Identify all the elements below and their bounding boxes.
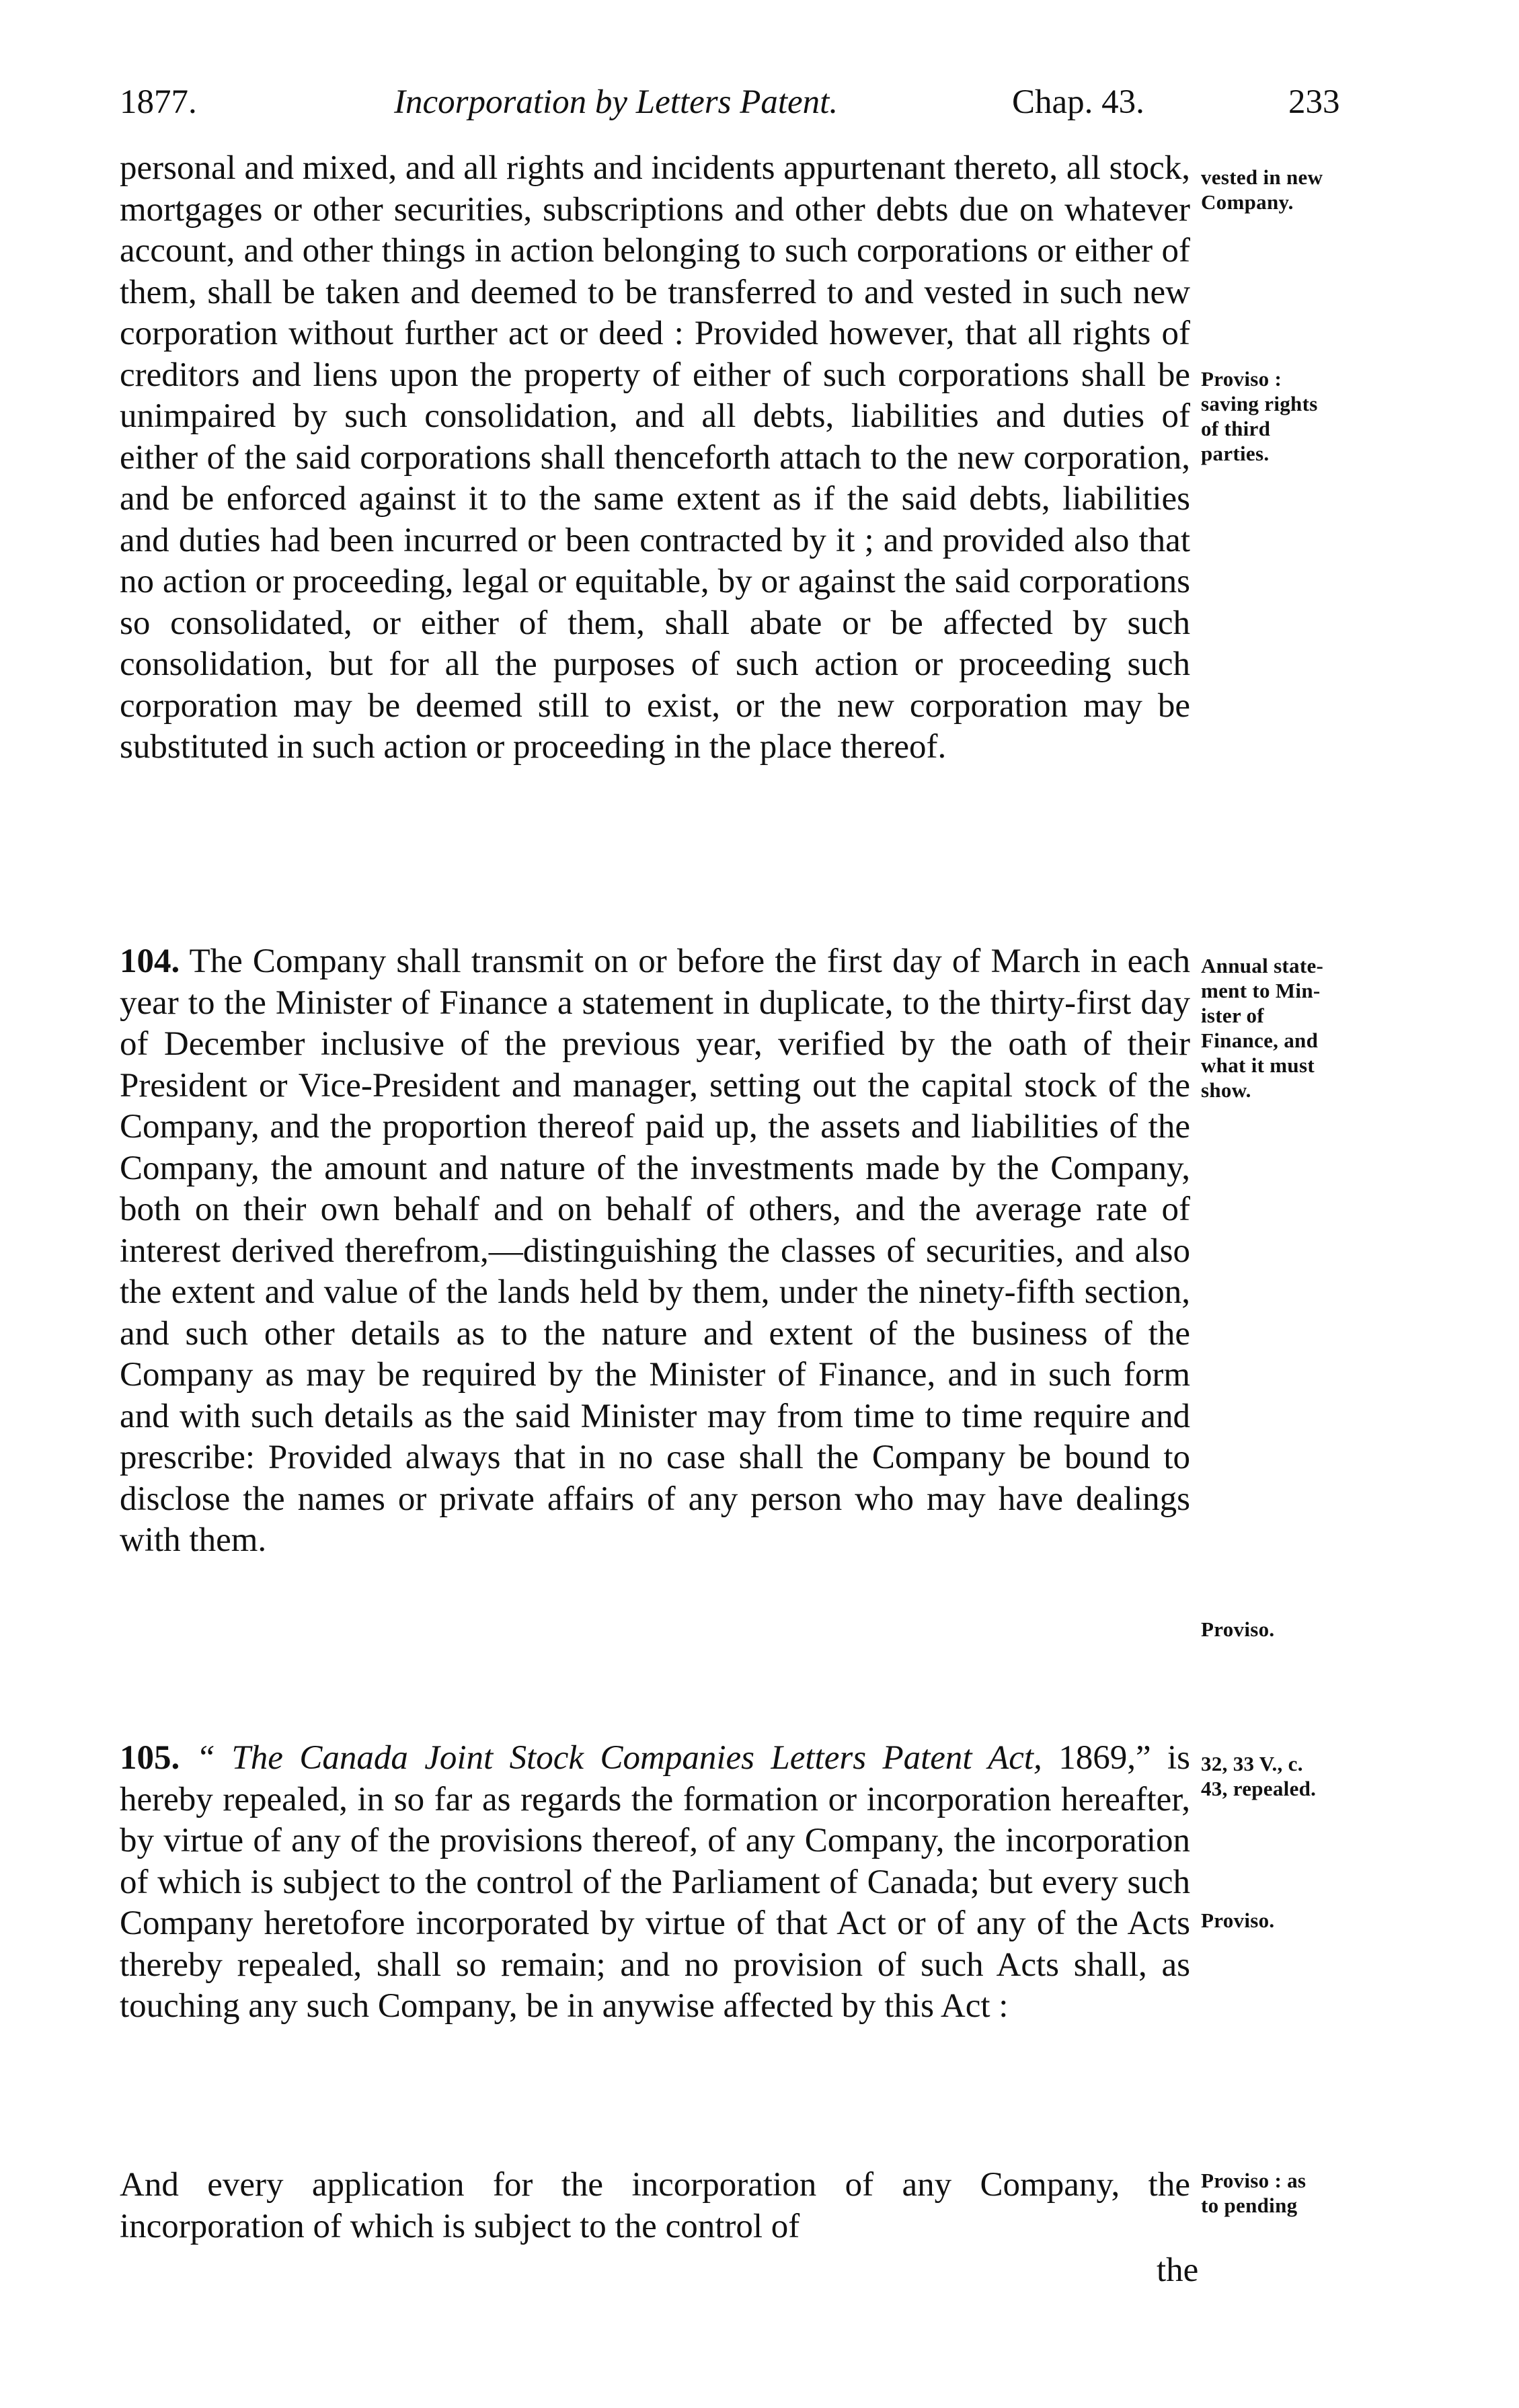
- header-year: 1877.: [120, 83, 197, 121]
- final-catchword: the: [1157, 2251, 1199, 2289]
- header-page-number: 233: [1288, 83, 1340, 121]
- continuation-paragraph: personal and mixed, and all rights and incidents appurtenant thereto, all stock, mortgages or other securities, subscriptions and other debts due on whatever account, and other things in action belonging to such corporations or either of them, shall be taken and deemed to be transferred to and vested in such new corporation without further act or deed : Provided however, that all rights of creditors and liens upon the property of either of such corporations shall be unimpaired by such consolidation, and all debts, liabilities and duties of either of the said corporations shall thenceforth attach to the new corporation, and be enforced against it to the same extent as if the said debts, liabilities and duties had been incurred or been contracted by it ; and provided also that no action or proceeding, legal or equitable, by or against the said corporations so consolidated, or either of them, shall abate or be affected by such consolidation, but for all the purposes of such action or proceeding such corporation may be deemed still to exist, or the new corporation may be substituted in such action or proceeding in the place thereof.: [120, 149, 1190, 766]
- margin-note-proviso-105: [1201, 1908, 1403, 1933]
- section-105-number: 105.: [120, 1739, 180, 1777]
- margin-note-line: what it must: [1201, 1053, 1315, 1077]
- section-105-block: [120, 1738, 1190, 2028]
- margin-note-vested: [1201, 165, 1403, 214]
- margin-note-line: ment to Min-: [1201, 979, 1321, 1002]
- section-104-number: 104.: [120, 942, 180, 980]
- margin-note-line: 32, 33 V., c.: [1201, 1752, 1303, 1775]
- margin-note-line: ister of: [1201, 1004, 1264, 1027]
- margin-note-line: parties.: [1201, 442, 1270, 465]
- margin-note-proviso-third-parties: [1201, 366, 1403, 466]
- section-104-block: [120, 941, 1190, 1562]
- continuation-paragraph-block: [120, 148, 1190, 768]
- margin-note-annual-statement: [1201, 953, 1403, 1102]
- margin-note-line: Proviso.: [1201, 1617, 1275, 1641]
- final-paragraph-block: [120, 2165, 1190, 2247]
- margin-note-line: Finance, and: [1201, 1029, 1319, 1052]
- margin-note-line: Proviso :: [1201, 367, 1282, 391]
- section-105-text: 1869,” is hereby repealed, in so far as regards the formation or incorporation hereafter, by virtue of any of the provisions thereof, of any Company, the incorporation of which is subject to the control of the Parliament of Canada; but every such Company heretofore incorporated by virtue of that Act or of any of the Acts thereby repealed, shall so remain; and no provision of such Acts shall, as touching any such Company, be in anywise affected by this Act :: [120, 1739, 1190, 2025]
- final-paragraph: And every application for the incorporation of any Company, the incorporation of which is subject to the control of: [120, 2166, 1190, 2245]
- margin-note-line: to pending: [1201, 2194, 1298, 2217]
- section-105-act-title: “ The Canada Joint Stock Companies Letters Patent Act,: [196, 1739, 1042, 1777]
- header-chapter: Chap. 43.: [1012, 83, 1144, 121]
- margin-note-line: 43, repealed.: [1201, 1777, 1317, 1800]
- margin-note-line: Proviso : as: [1201, 2169, 1307, 2192]
- margin-note-line: vested in new: [1201, 165, 1323, 189]
- margin-note-proviso-pending: [1201, 2168, 1403, 2218]
- section-104-text: The Company shall transmit on or before the first day of March in each year to the Minister of Finance a statement in duplicate, to the thirty-first day of December inclusive of the previous year, verified by the oath of their President or Vice-President and manager, setting out the capital stock of the Company, and the proportion thereof paid up, the assets and liabilities of the Company, the amount and nature of the investments made by the Company, both on their own behalf and on behalf of others, and the average rate of interest derived therefrom,—distinguishing the classes of securities, and also the extent and value of the lands held by them, under the ninety-fifth section, and such other details as to the nature and extent of the business of the Company as may be required by the Minister of Finance, and in such form and with such details as the said Minister may from time to time require and prescribe: Provided always that in no case shall the Company be bound to disclose the names or private affairs of any person who may have dealings with them.: [120, 942, 1190, 1559]
- margin-note-line: show.: [1201, 1078, 1251, 1102]
- margin-note-line: Annual state-: [1201, 954, 1324, 977]
- header-title: Incorporation by Letters Patent.: [394, 83, 839, 121]
- section-105-paragraph: [120, 1738, 1190, 2028]
- margin-note-line: Company.: [1201, 190, 1294, 214]
- margin-note-proviso-104: [1201, 1617, 1403, 1642]
- margin-note-repealed: [1201, 1751, 1403, 1801]
- margin-note-line: Proviso.: [1201, 1909, 1275, 1932]
- section-104-paragraph: [120, 941, 1190, 1562]
- running-header: [120, 75, 1403, 129]
- margin-note-line: saving rights: [1201, 392, 1318, 415]
- margin-note-line: of third: [1201, 417, 1271, 440]
